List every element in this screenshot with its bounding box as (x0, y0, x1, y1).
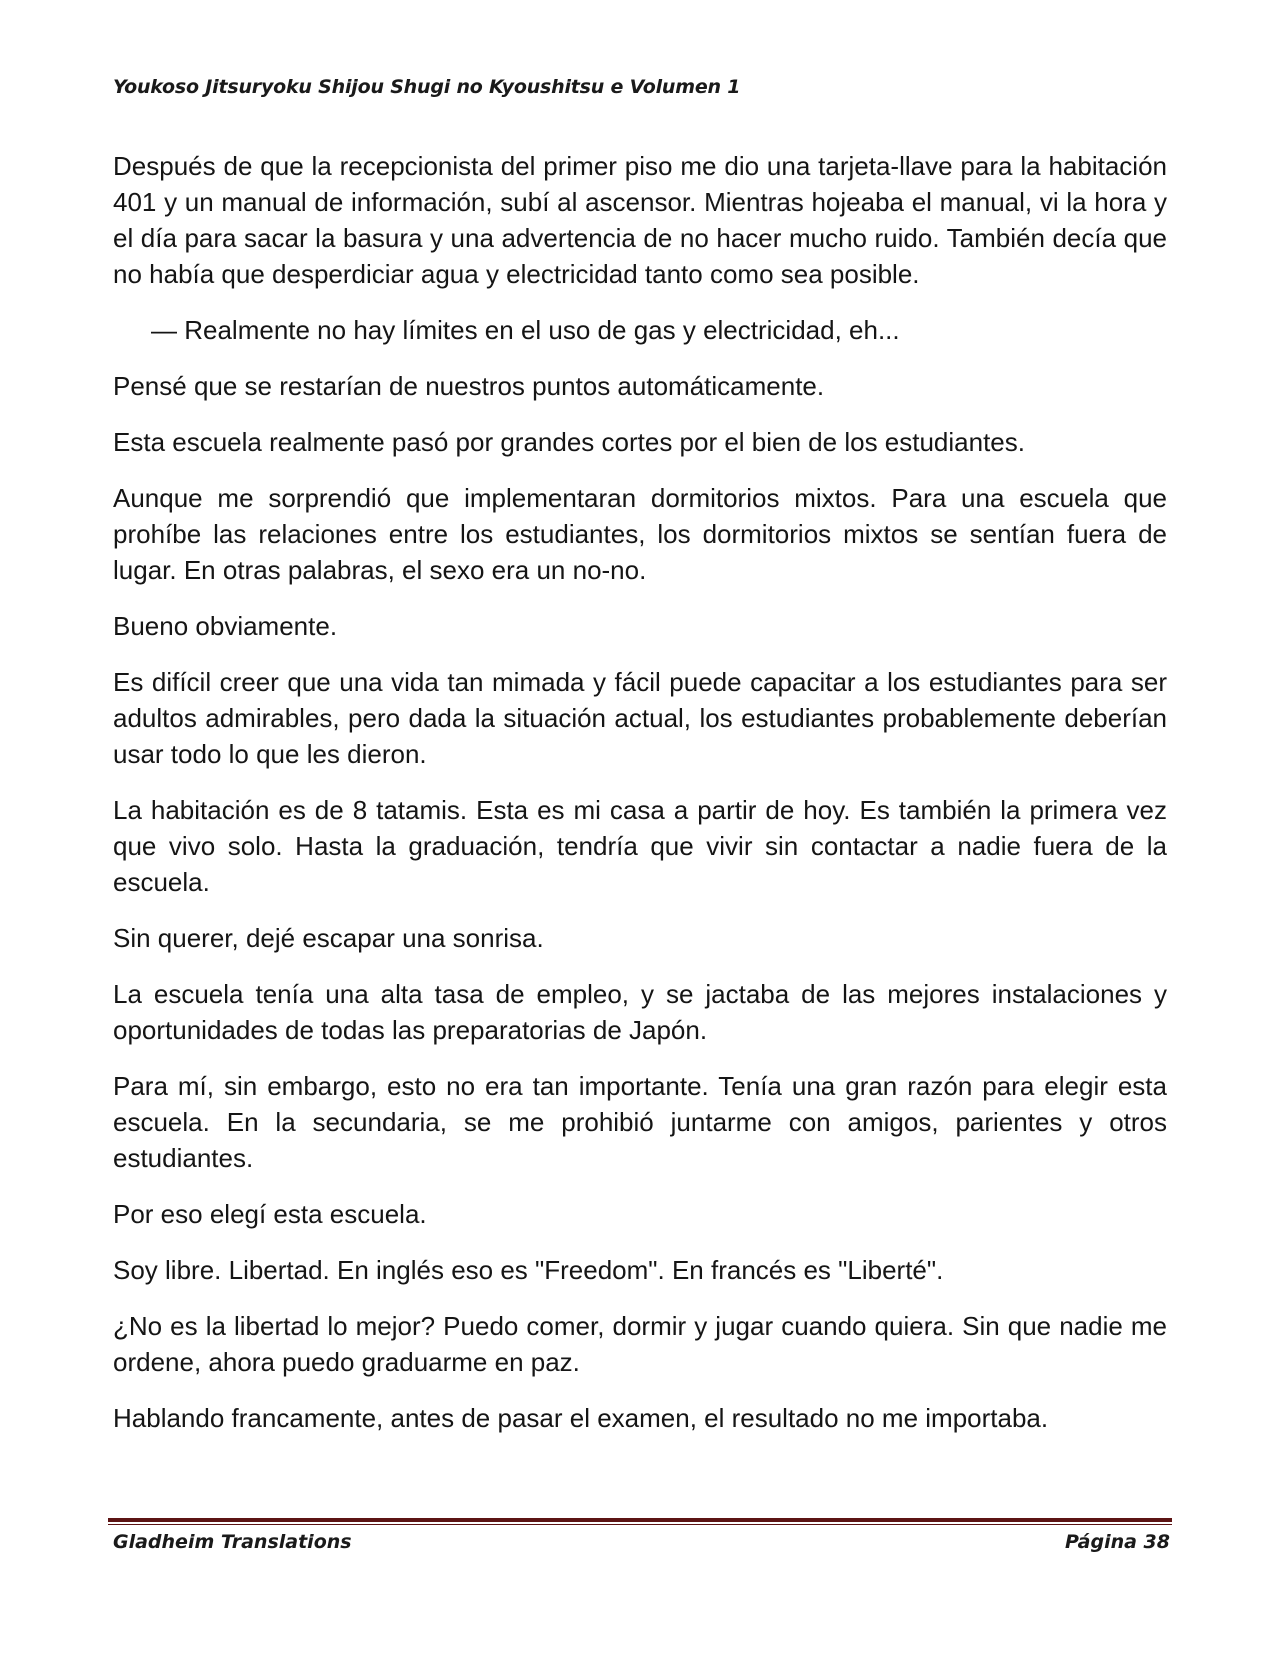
dialogue-paragraph: — Realmente no hay límites en el uso de gas y electricidad, eh... (151, 315, 900, 345)
paragraph: Bueno obviamente. (113, 611, 338, 641)
running-header-title: Youkoso Jitsuryoku Shijou Shugi no Kyoushitsu e Volumen 1 (113, 76, 741, 98)
body-text (113, 148, 1167, 1456)
footer-divider (108, 1518, 1172, 1525)
paragraph: Sin querer, dejé escapar una sonrisa. (113, 923, 544, 953)
paragraph: La escuela tenía una alta tasa de empleo, y se jactaba de las mejores instalaciones y oportunidades de todas las preparatorias de Japón. (113, 979, 1167, 1045)
paragraph: ¿No es la libertad lo mejor? Puedo comer, dormir y jugar cuando quiera. Sin que nadie me ordene, ahora puedo graduarme en paz. (113, 1311, 1167, 1377)
paragraph: Esta escuela realmente pasó por grandes cortes por el bien de los estudiantes. (113, 427, 1025, 457)
paragraph: Por eso elegí esta escuela. (113, 1199, 427, 1229)
paragraph: Para mí, sin embargo, esto no era tan importante. Tenía una gran razón para elegir esta escuela. En la secundaria, se me prohibió juntarme con amigos, parientes y otros estudiantes. (113, 1071, 1167, 1173)
paragraph: Soy libre. Libertad. En inglés eso es "Freedom". En francés es "Liberté". (113, 1255, 944, 1285)
paragraph: Es difícil creer que una vida tan mimada y fácil puede capacitar a los estudiantes para ser adultos admirables, pero dada la situación actual, los estudiantes probablemente deberían usar todo lo que les dieron. (113, 667, 1167, 769)
paragraph: Pensé que se restarían de nuestros puntos automáticamente. (113, 371, 825, 401)
footer-publisher: Gladheim Translations (113, 1531, 352, 1553)
paragraph: La habitación es de 8 tatamis. Esta es mi casa a partir de hoy. Es también la primera vez que vivo solo. Hasta la graduación, tendría que vivir sin contactar a nadie fuera de la escuela. (113, 795, 1167, 897)
paragraph: Aunque me sorprendió que implementaran dormitorios mixtos. Para una escuela que prohíbe las relaciones entre los estudiantes, los dormitorios mixtos se sentían fuera de lugar. En otras palabras, el sexo era un no-no. (113, 483, 1167, 585)
footer-page-number: Página 38 (1064, 1531, 1170, 1553)
paragraph: Hablando francamente, antes de pasar el examen, el resultado no me importaba. (113, 1403, 1049, 1433)
paragraph: Después de que la recepcionista del primer piso me dio una tarjeta-llave para la habitación 401 y un manual de información, subí al ascensor. Mientras hojeaba el manual, vi la hora y el día para sacar la basura y una advertencia de no hacer mucho ruido. También decía que no había que desperdiciar agua y electricidad tanto como sea posible. (113, 151, 1167, 289)
